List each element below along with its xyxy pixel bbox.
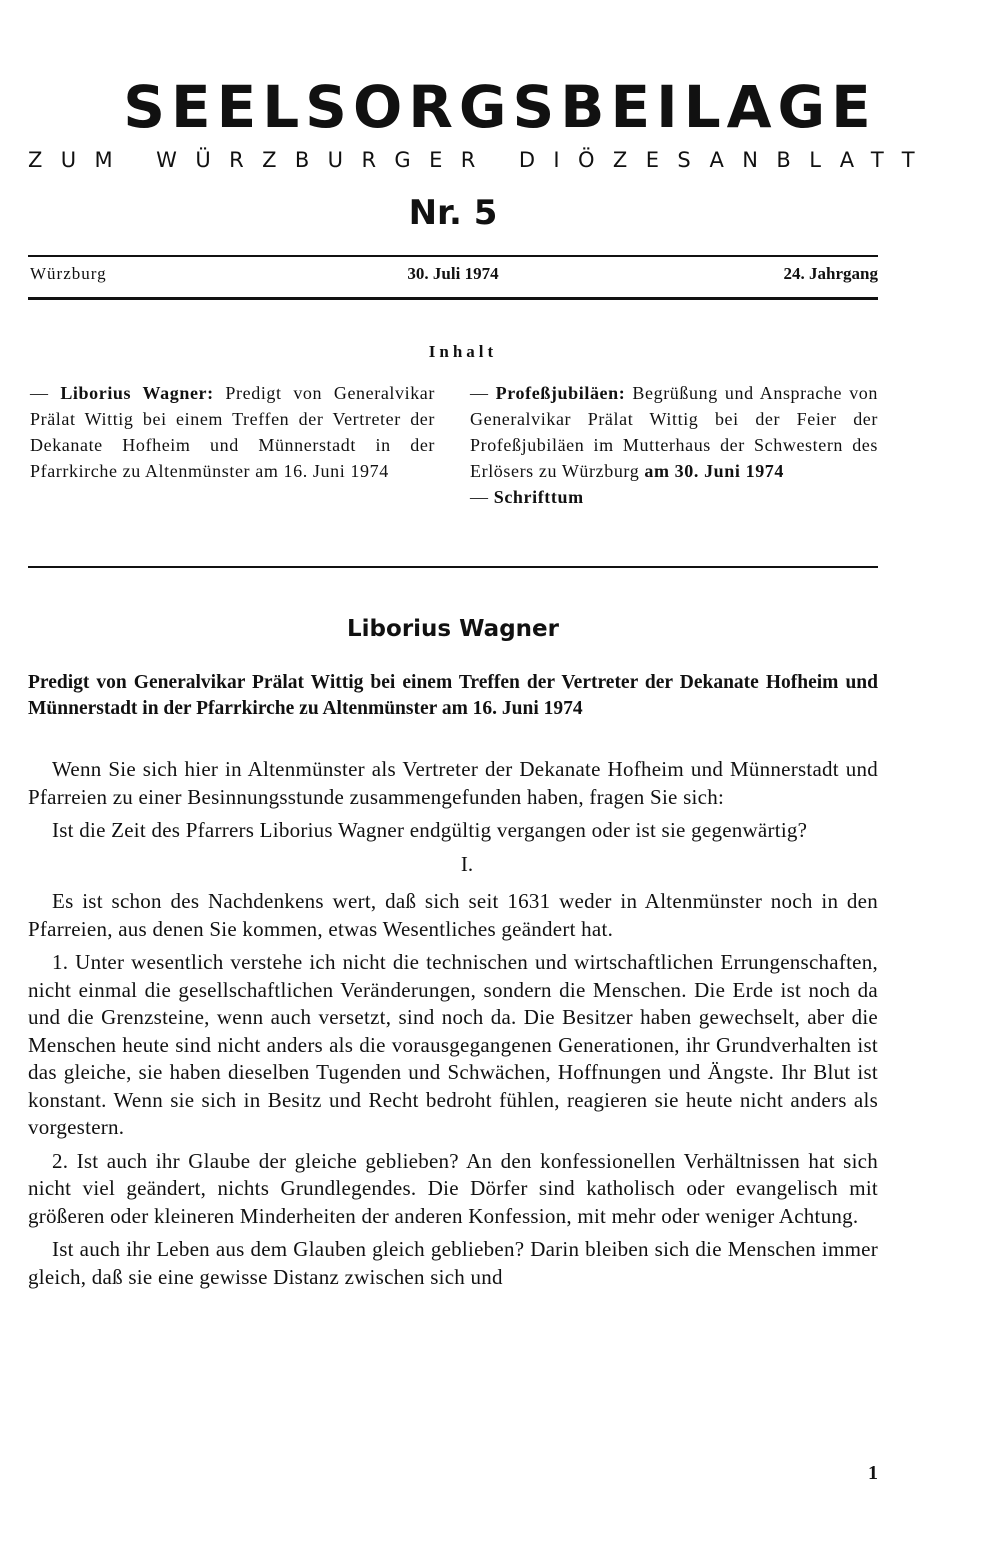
- paragraph: Ist auch ihr Leben aus dem Glauben gleich geblieben? Darin bleiben sich die Menschen immer gleich, daß sie eine gewisse Distanz zwischen sich und: [28, 1237, 878, 1289]
- dateline-volume: 24. Jahrgang: [783, 264, 878, 283]
- entry-lead: Schrifttum: [493, 487, 584, 507]
- header-rule-bottom: [28, 297, 878, 300]
- paragraph: Ist die Zeit des Pfarrers Liborius Wagner endgültig vergangen oder ist sie gegenwärtig?: [52, 818, 808, 842]
- masthead-title: SEELSORGSBEILAGE: [123, 73, 877, 141]
- entry-lead: Liborius Wagner:: [60, 383, 214, 403]
- entry-dash: —: [470, 383, 496, 403]
- article-subtitle: Predigt von Generalvikar Prälat Wittig bei einem Treffen der Vertreter der Dekanate Hofheim und Münnerstadt in der Pfarrkirche zu Altenmünster am 16. Juni 1974: [28, 672, 878, 719]
- article-body: [28, 756, 878, 1297]
- article-title: Liborius Wagner: [347, 616, 559, 642]
- section-numeral: I.: [460, 851, 474, 876]
- paragraph: Wenn Sie sich hier in Altenmünster als Vertreter der Dekanate Hofheim und Münnerstadt und Pfarreien zu einer Besinnungsstunde zusammengefunden haben, fragen Sie sich:: [28, 757, 878, 809]
- entry-lead: Profeßjubiläen:: [495, 383, 626, 403]
- paragraph: 1. Unter wesentlich verstehe ich nicht die technischen und wirtschaftlichen Errungenschaften, nicht einmal die gesellschaftlichen Veränderungen, sondern die Menschen. Die Erde ist noch da und die Grenzsteine, wenn auch versetzt, sind noch da. Die Besitzer haben gewechselt, aber die Menschen heute sind nicht anders als die vorausgegangenen Generationen, ihr Grundverhalten ist das gleiche, sie haben dieselben Tugenden und Schwächen, Hoffnungen und Ängste. Ihr Blut ist konstant. Wenn sie sich in Besitz und Recht bedroht fühlen, reagieren sie heute nicht anders als vorgestern.: [28, 950, 878, 1139]
- dateline-place: Würzburg: [30, 264, 107, 283]
- contents-entry: [470, 380, 878, 484]
- contents-column-right: [470, 380, 878, 510]
- entry-dash: —: [30, 383, 61, 403]
- page-number: 1: [868, 1462, 878, 1484]
- contents-rule: [28, 566, 878, 568]
- issue-number: Nr. 5: [408, 193, 498, 233]
- dateline-date: 30. Juli 1974: [407, 264, 499, 283]
- contents-heading: Inhalt: [428, 342, 498, 361]
- contents-entry: [470, 484, 878, 510]
- header-rule-top: [28, 255, 878, 257]
- entry-body-date: am 30. Juni 1974: [644, 461, 785, 481]
- masthead-subtitle: ZUM WÜRZBURGER DIÖZESANBLATT: [28, 148, 933, 172]
- contents-column-left: [30, 380, 435, 484]
- entry-body: Begrüßung und Ansprache von Generalvikar Prälat Wittig bei der Feier der Profeßjubiläen im Mutterhaus der Schwestern des Erlösers zu Würzburg: [470, 383, 878, 481]
- entry-dash: —: [470, 487, 494, 507]
- paragraph: Es ist schon des Nachdenkens wert, daß sich seit 1631 weder in Altenmünster noch in den Pfarreien, aus denen Sie kommen, etwas Wesentliches geändert hat.: [28, 889, 878, 941]
- entry-body: Predigt von Generalvikar Prälat Wittig bei einem Treffen der Vertreter der Dekanate Hofheim und Münnerstadt in der Pfarrkirche zu Altenmünster am 16. Juni 1974: [30, 383, 435, 481]
- contents-entry: [30, 380, 435, 484]
- paragraph: 2. Ist auch ihr Glaube der gleiche geblieben? An den konfessionellen Verhältnissen hat sich nicht viel geändert, nichts Grundlegendes. Die Dörfer sind katholisch oder evangelisch mit größeren oder kleineren Minderheiten der anderen Konfession, mit mehr oder weniger Achtung.: [28, 1148, 878, 1228]
